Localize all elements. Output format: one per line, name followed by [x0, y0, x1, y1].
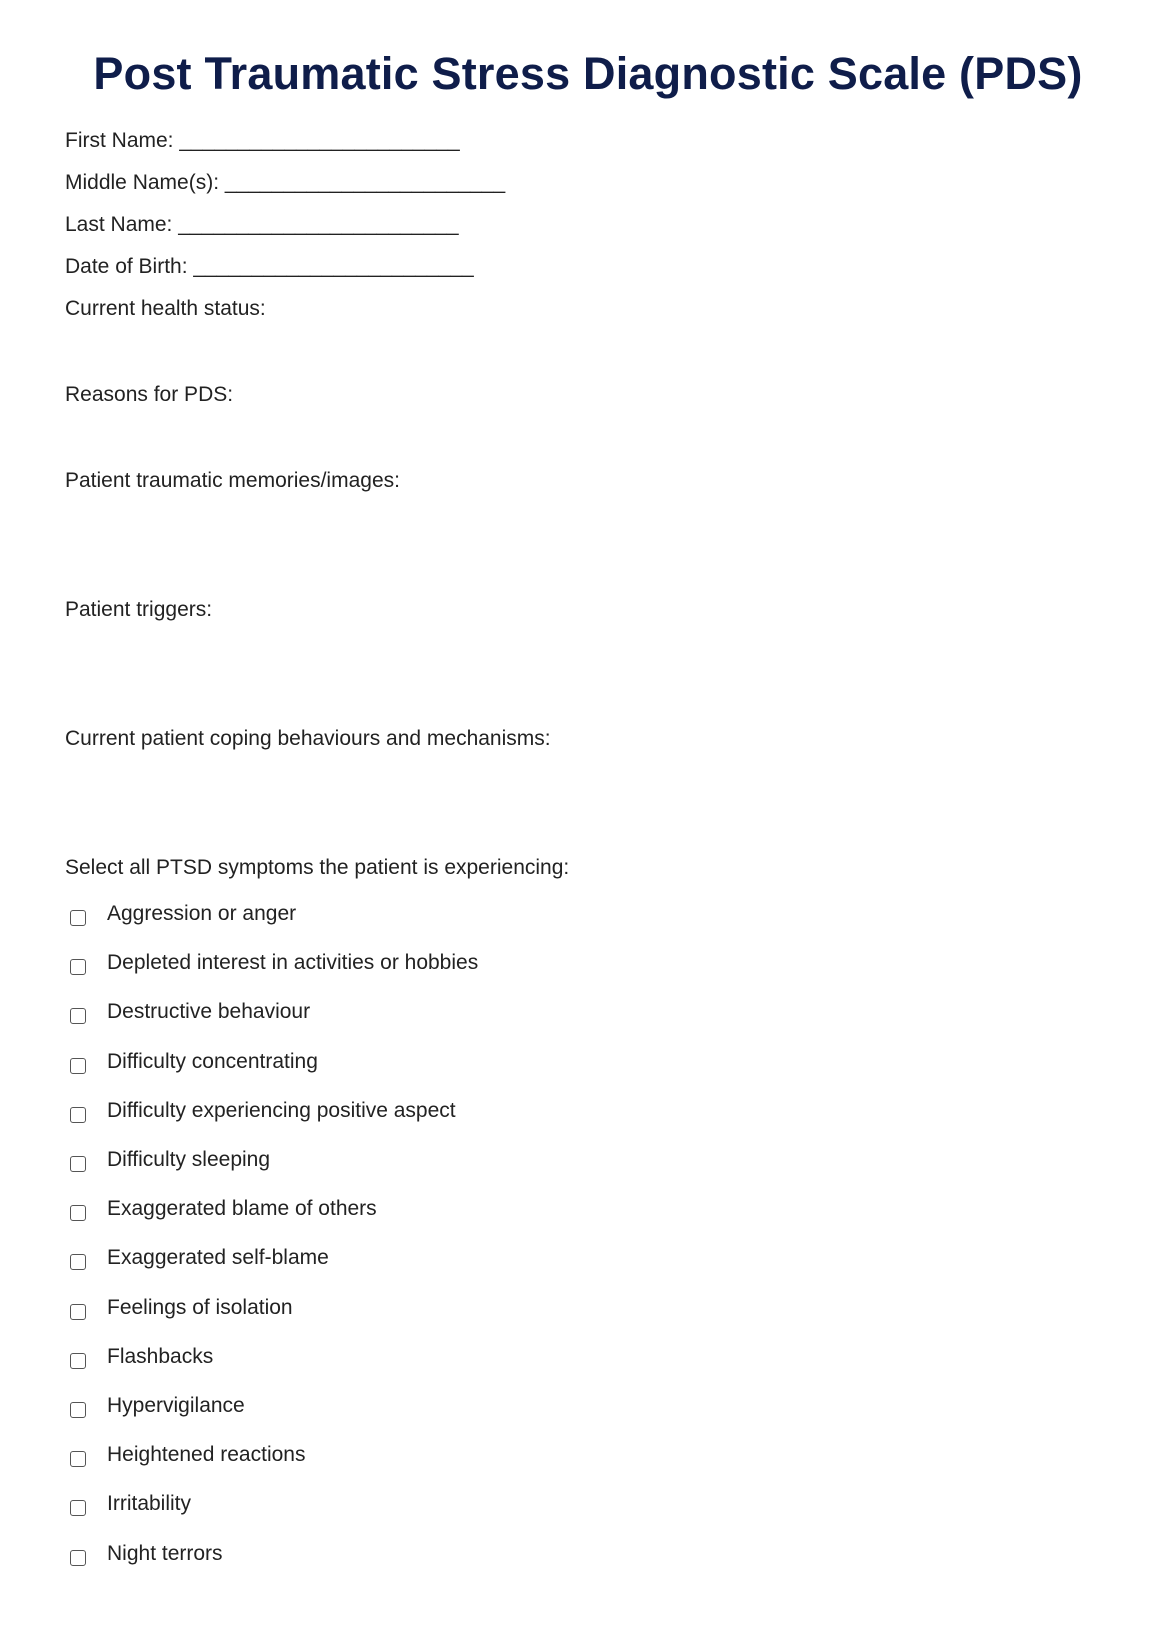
symptom-label: Hypervigilance — [107, 1394, 245, 1417]
middle-name-field[interactable]: Middle Name(s): ________________________ — [65, 171, 506, 194]
symptom-checkbox[interactable] — [70, 1058, 86, 1074]
symptom-checkbox[interactable] — [70, 1304, 86, 1320]
symptom-label: Exaggerated self-blame — [107, 1246, 329, 1269]
coping-label: Current patient coping behaviours and mechanisms: — [65, 727, 551, 750]
symptom-label: Flashbacks — [107, 1345, 214, 1368]
symptom-label: Night terrors — [107, 1542, 223, 1565]
symptom-checkbox[interactable] — [70, 1402, 86, 1418]
symptom-checkbox[interactable] — [70, 1550, 86, 1566]
health-status-label: Current health status: — [65, 297, 266, 320]
symptom-label: Irritability — [107, 1492, 192, 1515]
last-name-field[interactable]: Last Name: ________________________ — [65, 213, 459, 236]
traumatic-memories-label: Patient traumatic memories/images: — [65, 469, 400, 492]
symptom-checkbox[interactable] — [70, 1353, 86, 1369]
symptom-checkbox[interactable] — [70, 959, 86, 975]
symptom-label: Feelings of isolation — [107, 1296, 293, 1319]
symptom-label: Difficulty concentrating — [107, 1050, 318, 1073]
symptoms-prompt: Select all PTSD symptoms the patient is experiencing: — [65, 856, 570, 879]
symptom-label: Difficulty experiencing positive aspect — [107, 1099, 456, 1122]
date-of-birth-field[interactable]: Date of Birth: ________________________ — [65, 255, 474, 278]
symptom-checkbox[interactable] — [70, 1156, 86, 1172]
symptom-checkbox[interactable] — [70, 1500, 86, 1516]
symptom-checkbox[interactable] — [70, 1008, 86, 1024]
symptom-label: Difficulty sleeping — [107, 1148, 271, 1171]
symptom-checkbox[interactable] — [70, 1254, 86, 1270]
symptom-label: Destructive behaviour — [107, 1000, 311, 1023]
reasons-label: Reasons for PDS: — [65, 383, 234, 406]
symptom-checkbox[interactable] — [70, 1107, 86, 1123]
symptom-label: Depleted interest in activities or hobbies — [107, 951, 479, 974]
symptom-label: Heightened reactions — [107, 1443, 306, 1466]
symptom-checkbox[interactable] — [70, 1451, 86, 1467]
page-title: Post Traumatic Stress Diagnostic Scale (PDS) — [93, 48, 1083, 99]
triggers-label: Patient triggers: — [65, 598, 213, 621]
symptom-label: Exaggerated blame of others — [107, 1197, 377, 1220]
symptom-checkbox[interactable] — [70, 1205, 86, 1221]
symptom-checkbox[interactable] — [70, 910, 86, 926]
symptom-label: Aggression or anger — [107, 902, 297, 925]
first-name-field[interactable]: First Name: ________________________ — [65, 129, 460, 152]
